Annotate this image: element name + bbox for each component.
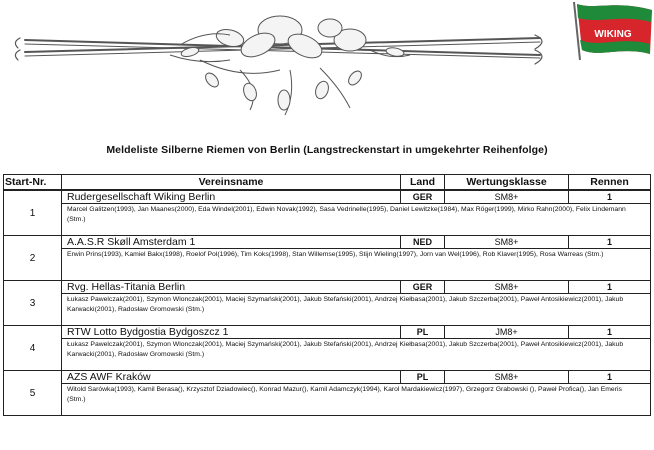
start-number: 3 [4, 281, 62, 326]
club-name: A.A.S.R Skøll Amsterdam 1 [62, 236, 401, 249]
crew-row [4, 294, 651, 326]
entry-list-table [3, 174, 651, 416]
country-code: PL [401, 326, 445, 339]
header-start-nr: Start-Nr. [4, 175, 62, 191]
country-code: PL [401, 371, 445, 384]
country-code: NED [401, 236, 445, 249]
start-number: 2 [4, 236, 62, 281]
table-row [4, 190, 651, 204]
club-name: Rvg. Hellas-Titania Berlin [62, 281, 401, 294]
crew-list: Łukasz Pawelczak(2001), Szymon Wlonczak(2001), Maciej Szymański(2001), Jakub Stefański(2001), Andrzej Kiełbasa(2001), Jakub Szczerba(2001), Paweł Antosikiewicz(2001), Jakub Karwacki(2001), Radosław Gromowski (Stm.) [62, 339, 651, 371]
boat-class: SM8+ [445, 236, 569, 249]
header-illustration [0, 0, 654, 130]
crew-row [4, 339, 651, 371]
race-number: 1 [569, 281, 651, 294]
race-number: 1 [569, 236, 651, 249]
document-title: Meldeliste Silberne Riemen von Berlin (Langstreckenstart in umgekehrter Reihenfolge) [106, 144, 548, 156]
race-number: 1 [569, 371, 651, 384]
crew-list: Erwin Prins(1993), Kamiel Bakx(1998), Roelof Pol(1996), Tim Koks(1998), Stan Willemse(1995), Stijn Wieling(1997), Jorn van Wel(1996), Rob Klaver(1995), Rosa Warreas (Stm.) [62, 249, 651, 281]
wiking-flag [574, 2, 652, 60]
crew-row [4, 384, 651, 416]
header-land: Land [401, 175, 445, 191]
table-row [4, 326, 651, 339]
table-row [4, 371, 651, 384]
race-number: 1 [569, 190, 651, 204]
club-name: Rudergesellschaft Wiking Berlin [62, 190, 401, 204]
start-number: 1 [4, 190, 62, 236]
start-number: 5 [4, 371, 62, 416]
race-number: 1 [569, 326, 651, 339]
country-code: GER [401, 281, 445, 294]
crew-row [4, 249, 651, 281]
flag-text: WIKING [594, 29, 632, 40]
table-row [4, 281, 651, 294]
crew-list: Łukasz Pawelczak(2001), Szymon Wlonczak(2001), Maciej Szymański(2001), Jakub Stefański(2001), Andrzej Kiełbasa(2001), Jakub Szczerba(2001), Paweł Antosikiewicz(2001), Jakub Karwacki(2001), Radosław Gromowski (Stm.) [62, 294, 651, 326]
boat-class: SM8+ [445, 281, 569, 294]
header-wertungsklasse: Wertungsklasse [445, 175, 569, 191]
crew-list: Marcel Galitzen(1993), Jan Maanes(2000), Eda Windel(2001), Edwin Novak(1992), Sasa Vedrinelle(1995), Daniel Lewitzke(1984), Max Röger(1999), Mirko Rahn(2000), Felix Lindemann (Stm.) [62, 204, 651, 236]
club-name: AZS AWF Kraków [62, 371, 401, 384]
header-rennen: Rennen [569, 175, 651, 191]
boat-class: SM8+ [445, 371, 569, 384]
start-number: 4 [4, 326, 62, 371]
boat-class: JM8+ [445, 326, 569, 339]
floral-wreath-illustration [170, 16, 410, 115]
crew-row [4, 204, 651, 236]
country-code: GER [401, 190, 445, 204]
table-header-row [4, 175, 651, 191]
boat-class: SM8+ [445, 190, 569, 204]
club-name: RTW Lotto Bydgostia Bydgoszcz 1 [62, 326, 401, 339]
header-vereinsname: Vereinsname [62, 175, 401, 191]
crew-list: Witold Sarówka(1993), Kamil Berasa(), Krzysztof Dziadowiec(), Konrad Mazur(), Kamil Adamczyk(1994), Karol Mardakiewicz(1997), Grzegorz Grabowski (), Paweł Profica(), Jan Emeris (Stm.) [62, 384, 651, 416]
table-row [4, 236, 651, 249]
